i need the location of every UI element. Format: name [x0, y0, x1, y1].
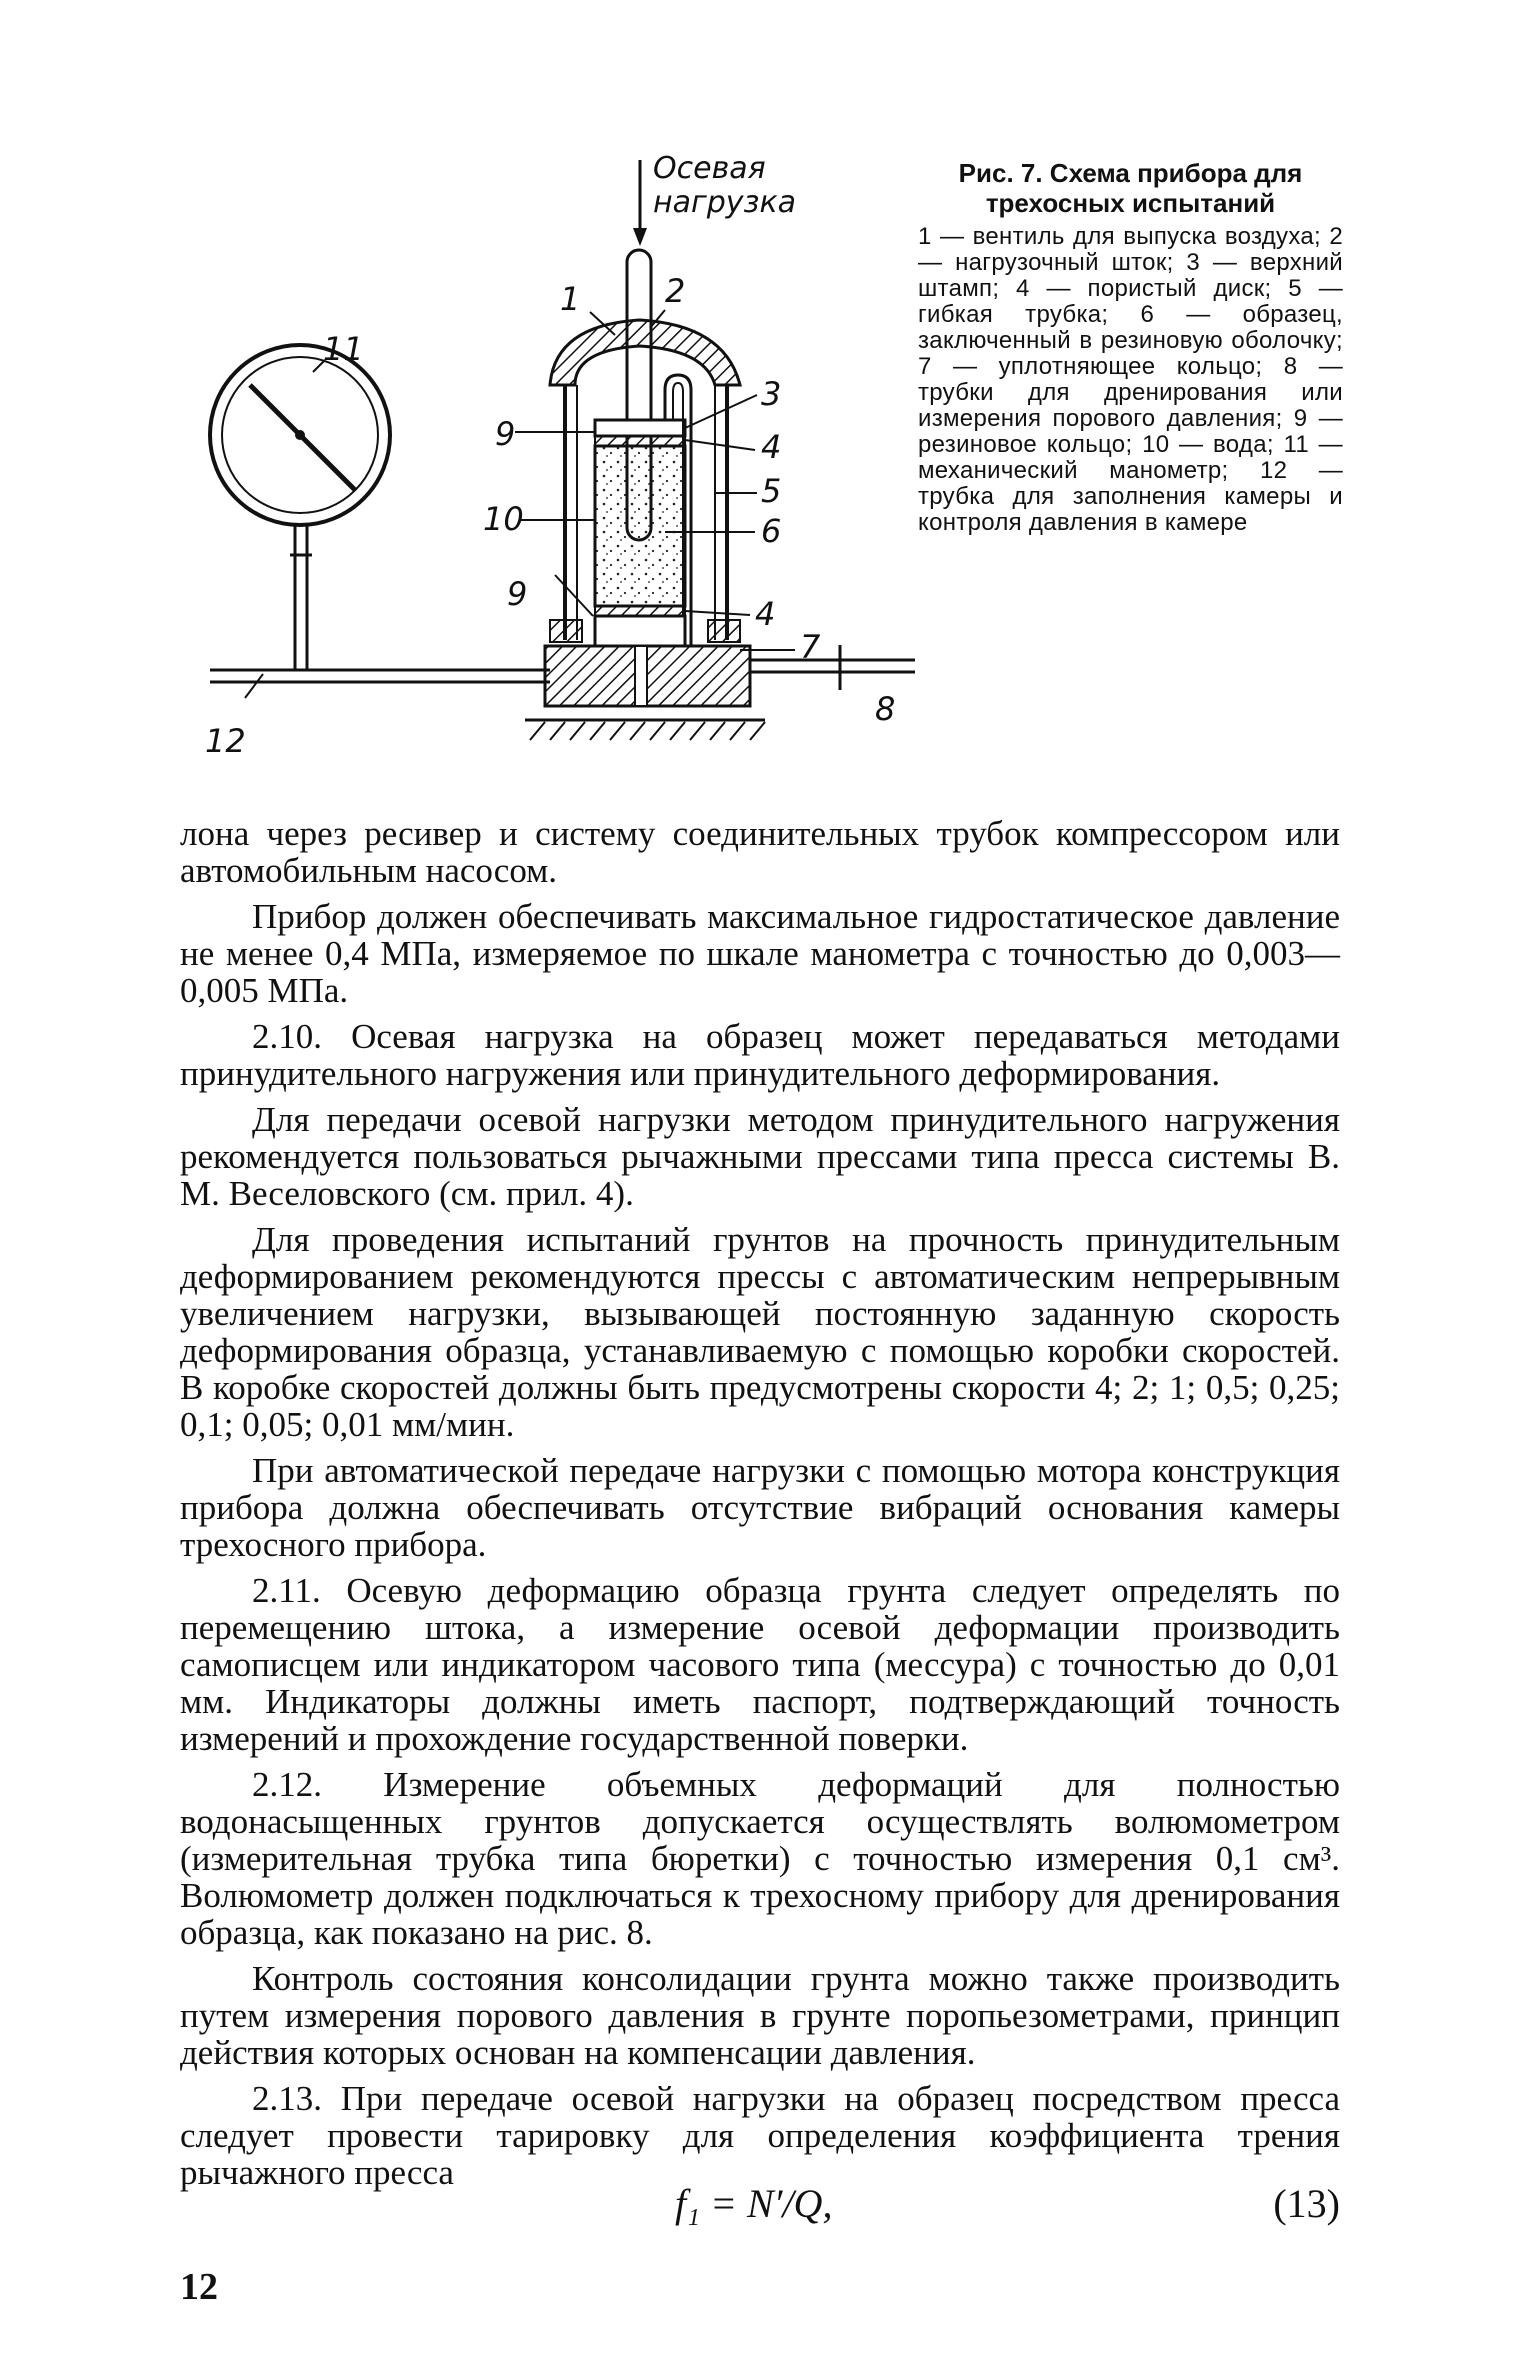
formula-number: (13) — [1273, 2181, 1340, 2226]
paragraph: При автоматической передаче нагрузки с помощью мотора конструкция прибора должна обеспечивать отсутствие вибраций основания камеры трехосного прибора. — [180, 1451, 1340, 1564]
axial-load-label-line1: Осевая — [653, 151, 766, 186]
label-4-bottom: 4 — [755, 595, 776, 633]
formula — [180, 2180, 1340, 2230]
paragraph: 2.10. Осевая нагрузка на образец может передаваться методами принудительного нагружения или принудительного деформирования. — [180, 1017, 1340, 1093]
label-9-bottom: 9 — [507, 575, 528, 613]
axial-load-label-line2: нагрузка — [653, 185, 797, 220]
caption-title: Рис. 7. Схема прибора для трехосных испытаний — [958, 158, 1303, 218]
label-9-top: 9 — [495, 415, 516, 453]
label-11: 11 — [323, 330, 364, 368]
label-10: 10 — [483, 500, 524, 538]
label-7: 7 — [800, 628, 821, 666]
paragraph: Для передачи осевой нагрузки методом принудительного нагружения рекомендуется пользоваться рычажными прессами типа пресса системы В. М. Веселовского (см. прил. 4). — [180, 1100, 1340, 1213]
manometer — [210, 345, 390, 670]
paragraph: Для проведения испытаний грунтов на прочность принудительным деформированием рекомендуются прессы с автоматическим непрерывным увеличением нагрузки, вызывающей постоянную заданную скорость деформирования образца, устанавливаемую с помощью коробки скоростей. В коробке скоростей должны быть предусмотрены скорости 4; 2; 1; 0,5; 0,25; 0,1; 0,05; 0,01 мм/мин. — [180, 1220, 1340, 1444]
label-5: 5 — [761, 472, 782, 510]
figure-caption — [918, 158, 1343, 536]
paragraph: 2.12. Измерение объемных деформаций для полностью водонасыщенных грунтов допускается осуществлять волюмометром (измерительная трубка типа бюретки) с точностью измерения 0,1 см³. Волюмометр должен подключаться к трехосному прибору для дренирования образца, как показано на рис. 8. — [180, 1765, 1340, 1952]
paragraph: Контроль состояния консолидации грунта можно также производить путем измерения порового давления в грунте поропьезометрами, принцип действия которых основан на компенсации давления. — [180, 1959, 1340, 2072]
caption-legend: 1 — вентиль для выпуска воздуха; 2 — нагрузочный шток; 3 — верхний штамп; 4 — пористый диск; 5 — гибкая трубка; 6 — образец, заключенный в резиновую оболочку; 7 — уплотняющее кольцо; 8 — трубки для дренирования или измерения порового давления; 9 — резиновое кольцо; 10 — вода; 11 — механический манометр; 12 — трубка для заполнения камеры и контроля давления в камере — [918, 223, 1343, 536]
paragraph: 2.11. Осевую деформацию образца грунта следует определять по перемещению штока, а измерение осевой деформации производить самописцем или индикатором часового типа (мессура) с точностью до 0,01 мм. Индикаторы должны иметь паспорт, подтверждающий точность измерений и прохождение государственной поверки. — [180, 1571, 1340, 1758]
triaxial-apparatus-diagram — [195, 150, 915, 770]
body-text — [180, 815, 1340, 2200]
label-6: 6 — [761, 512, 782, 550]
paragraph: 2.13. При передаче осевой нагрузки на образец посредством пресса следует провести тарировку для определения коэффициента трения рычажного пресса — [180, 2079, 1340, 2192]
axial-load-arrow — [633, 160, 647, 246]
label-12: 12 — [205, 722, 246, 760]
soil-specimen — [595, 446, 685, 606]
label-2: 2 — [665, 272, 686, 310]
formula-expression: f₁ = N′/Q, — [675, 2181, 833, 2226]
label-3: 3 — [761, 375, 782, 413]
paragraph: Прибор должен обеспечивать максимальное гидростатическое давление не менее 0,4 МПа, измеряемое по шкале манометра с точностью до 0,003—0,005 МПа. — [180, 897, 1340, 1010]
label-4-top: 4 — [761, 428, 782, 466]
base-pedestal — [595, 616, 685, 646]
page-number: 12 — [180, 2266, 218, 2308]
label-8: 8 — [875, 690, 896, 728]
paragraph: лона через ресивер и систему соединительных трубок компрессором или автомобильным насосом. — [180, 814, 1340, 890]
drainage-tubes — [750, 645, 915, 690]
label-1: 1 — [560, 280, 581, 318]
